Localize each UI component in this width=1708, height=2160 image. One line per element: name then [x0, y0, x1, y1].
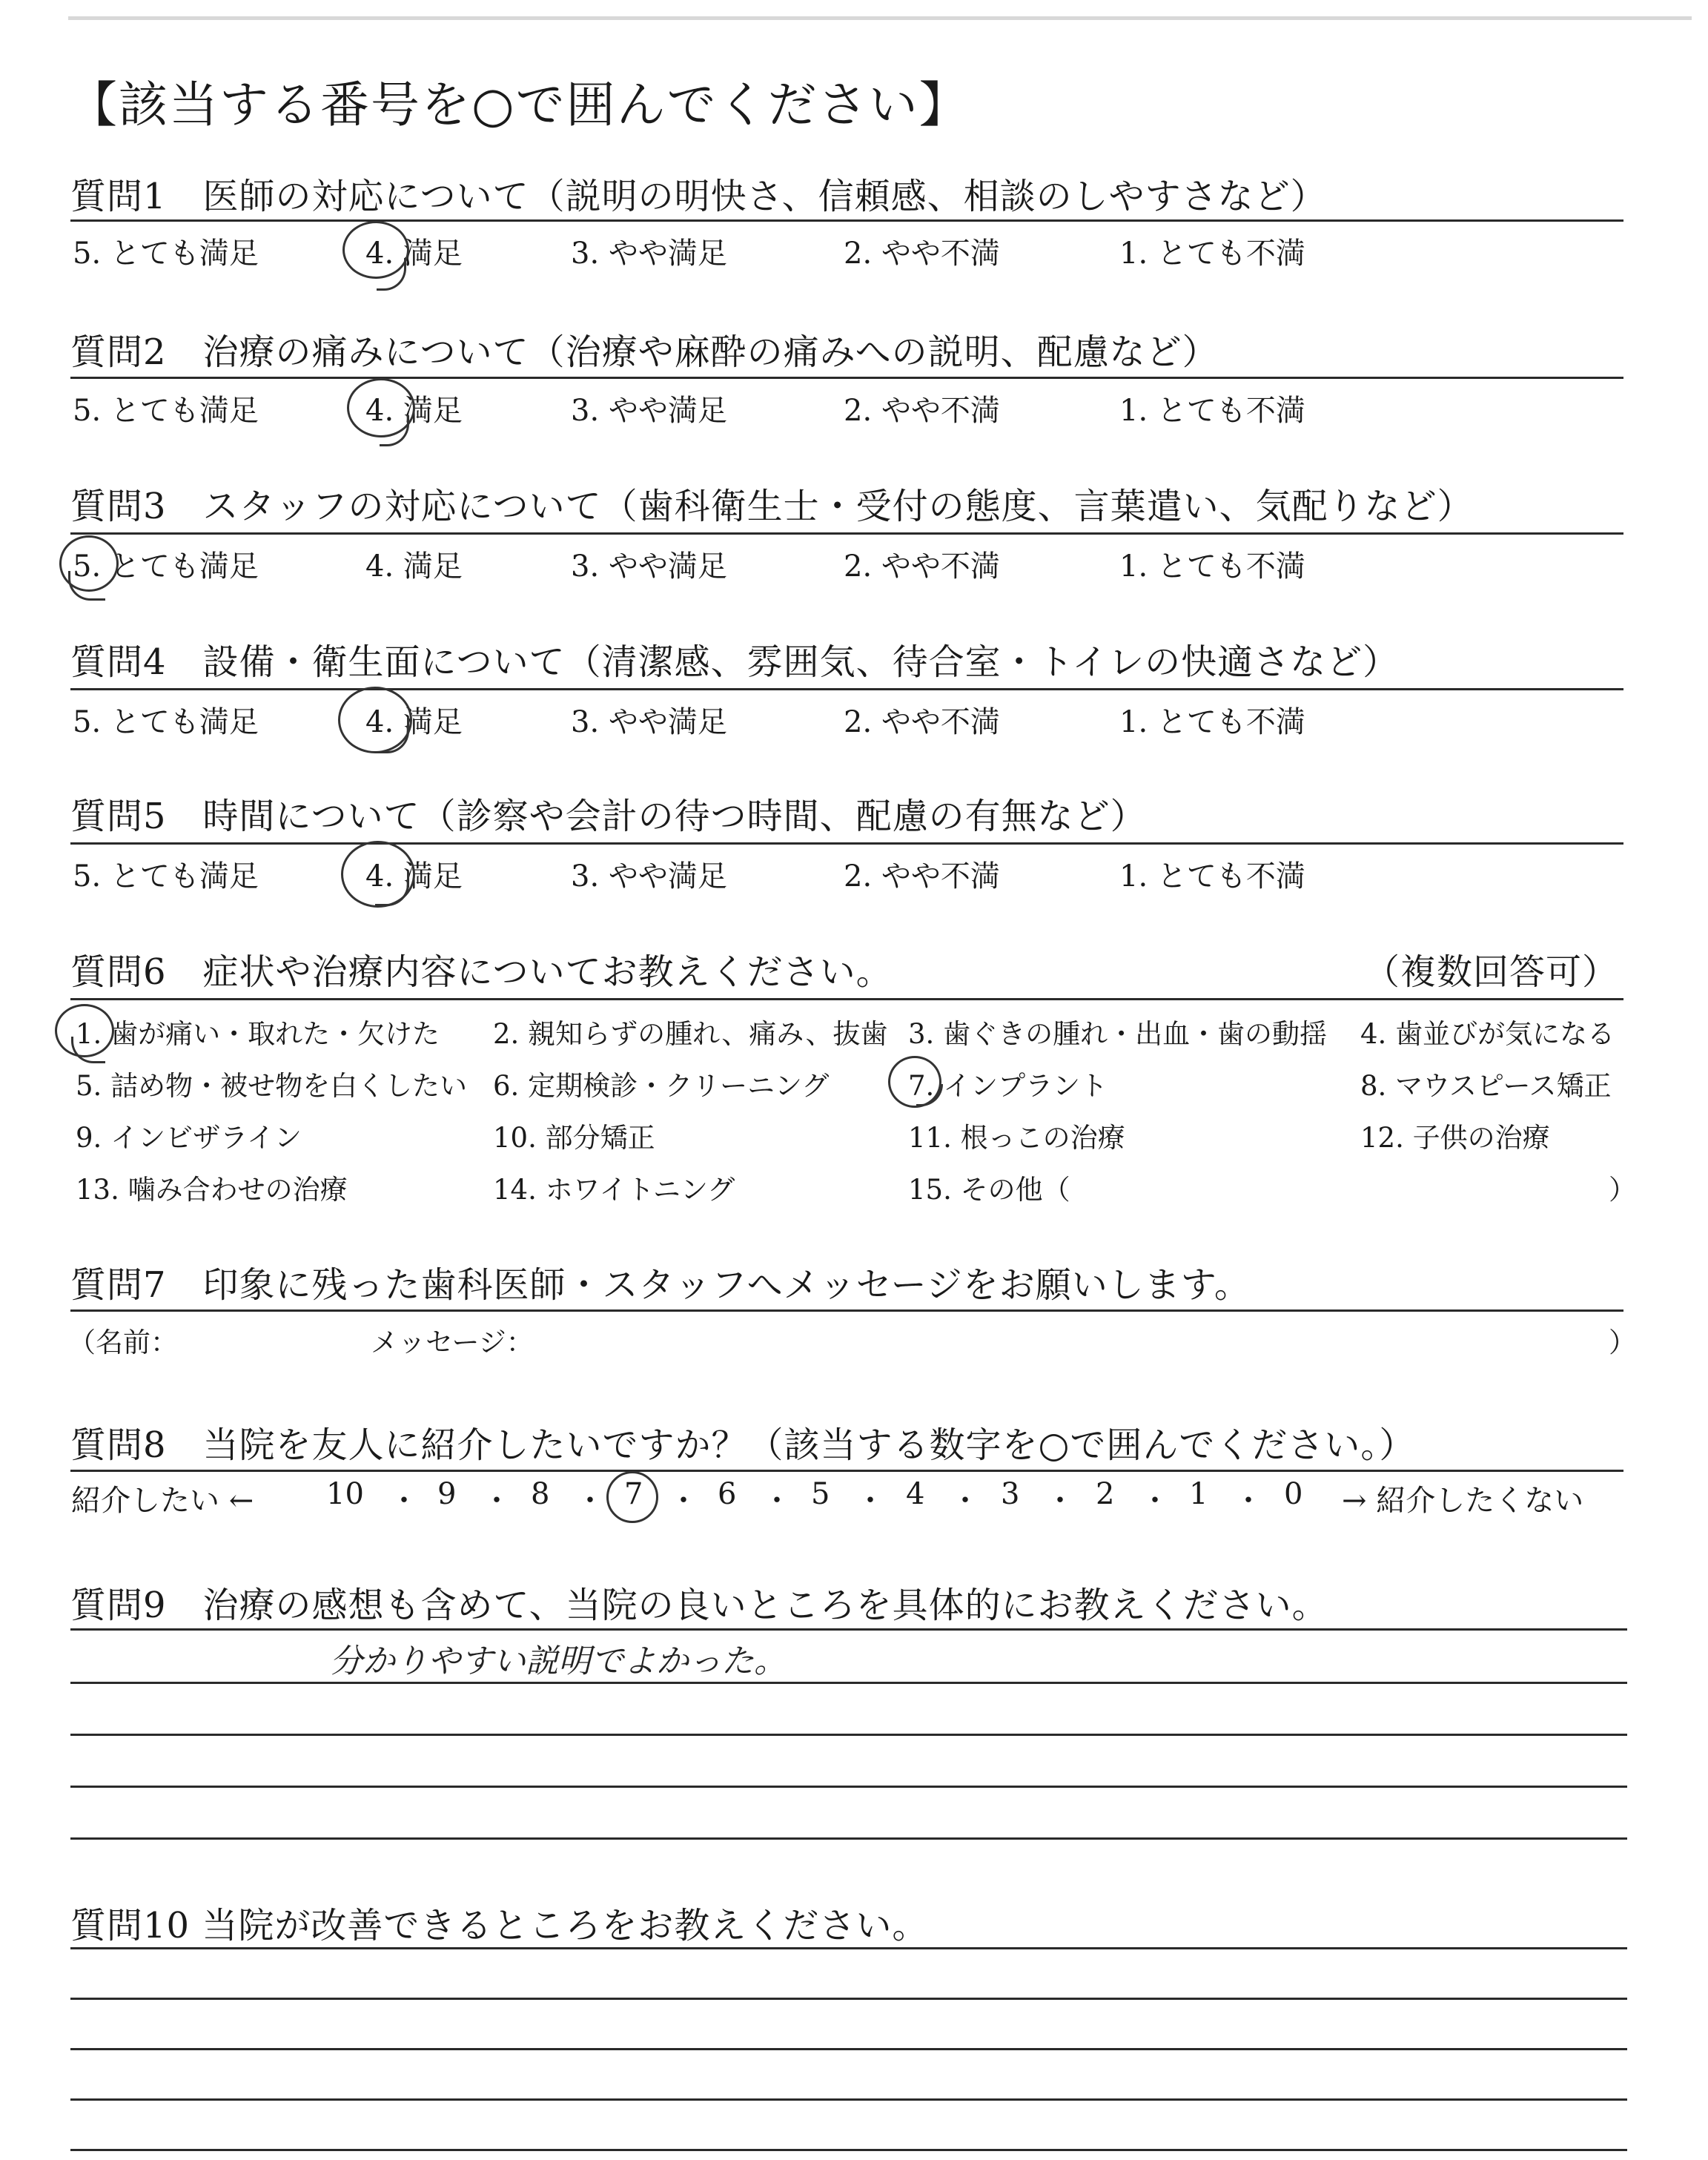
q5-option-5[interactable]: 5. とても満足	[73, 859, 259, 894]
question-5-rule	[70, 842, 1623, 845]
q8-scale-7[interactable]: 7	[624, 1477, 643, 1511]
question-2-title: 質問2 治療の痛みについて（治療や麻酔の痛みへの説明、配慮など）	[70, 331, 1219, 373]
q5-option-1[interactable]: 1. とても不満	[1119, 859, 1305, 894]
q4-option-4[interactable]: 4. 満足	[365, 705, 463, 739]
q8-sep-4: ・	[669, 1484, 698, 1518]
q7-close-paren: ）	[1609, 1327, 1636, 1358]
q9-handwritten-answer[interactable]: 分かりやすい説明でよかった。	[330, 1642, 787, 1680]
q6-option-6[interactable]: 6. 定期検診・クリーニング	[493, 1070, 830, 1102]
q8-sep-7: ・	[950, 1484, 980, 1518]
q8-scale-2[interactable]: 2	[1096, 1477, 1115, 1511]
q6-option-10[interactable]: 10. 部分矯正	[493, 1122, 655, 1154]
q10-answer-line-2	[70, 1998, 1627, 2000]
q1-option-1[interactable]: 1. とても不満	[1119, 237, 1305, 271]
q2-option-3[interactable]: 3. やや満足	[571, 394, 727, 428]
q10-answer-line-5	[70, 2149, 1627, 2151]
q6-option-1[interactable]: 1. 歯が痛い・取れた・欠けた	[76, 1018, 440, 1050]
q3-option-1[interactable]: 1. とても不満	[1119, 549, 1305, 584]
question-4-rule	[70, 688, 1623, 690]
q3-option-2[interactable]: 2. やや不満	[844, 549, 1000, 584]
q6-option-5[interactable]: 5. 詰め物・被せ物を白くしたい	[76, 1070, 468, 1102]
q6-option-2[interactable]: 2. 親知らずの腫れ、痛み、抜歯	[493, 1018, 888, 1050]
question-3-rule	[70, 532, 1623, 535]
q8-answer-circle	[606, 1471, 658, 1523]
q8-scale-5[interactable]: 5	[811, 1477, 830, 1511]
q6-circle-stroke-1	[71, 1037, 105, 1063]
q8-scale-10[interactable]: 10	[326, 1477, 364, 1511]
q8-sep-3: ・	[575, 1484, 605, 1518]
question-7-title: 質問7 印象に残った歯科医師・スタッフへメッセージをお願いします。	[70, 1264, 1251, 1306]
q8-scale-6[interactable]: 6	[718, 1477, 737, 1511]
question-8-title: 質問8 当院を友人に紹介したいですか？（該当する数字を○で囲んでください。）	[70, 1424, 1416, 1466]
q4-circle-stroke	[375, 718, 409, 753]
question-10-title: 質問10 当院が改善できるところをお教えください。	[70, 1905, 929, 1946]
q1-option-3[interactable]: 3. やや満足	[571, 237, 727, 271]
q8-sep-5: ・	[762, 1484, 792, 1518]
question-5-title: 質問5 時間について（診察や会計の待つ時間、配慮の有無など）	[70, 796, 1147, 837]
q4-option-2[interactable]: 2. やや不満	[844, 705, 1000, 739]
q8-sep-9: ・	[1140, 1484, 1170, 1518]
q6-option-3[interactable]: 3. 歯ぐきの腫れ・出血・歯の動揺	[908, 1018, 1328, 1050]
q8-scale-4[interactable]: 4	[906, 1477, 925, 1511]
question-6-note: （複数回答可）	[1364, 951, 1619, 993]
q7-name-label: （名前：	[68, 1327, 178, 1358]
q8-sep-6: ・	[855, 1484, 885, 1518]
question-1-title: 質問1 医師の対応について（説明の明快さ、信頼感、相談のしやすさなど）	[70, 176, 1327, 217]
q9-answer-line-1	[70, 1628, 1627, 1631]
question-7-rule	[70, 1309, 1623, 1312]
question-2-rule	[70, 377, 1623, 379]
q2-option-4[interactable]: 4. 満足	[365, 394, 463, 428]
q6-option-15[interactable]: 15. その他（	[908, 1174, 1070, 1206]
q9-answer-line-3	[70, 1734, 1627, 1736]
q5-option-2[interactable]: 2. やや不満	[844, 859, 1000, 894]
q6-option-4[interactable]: 4. 歯並びが気になる	[1360, 1018, 1615, 1050]
q3-option-4[interactable]: 4. 満足	[365, 549, 463, 584]
q5-circle-stroke	[375, 872, 409, 906]
q6-option-7[interactable]: 7. インプラント	[908, 1070, 1108, 1102]
top-border	[68, 16, 1692, 20]
q8-left-label: 紹介したい ←	[71, 1484, 254, 1518]
q10-answer-line-3	[70, 2048, 1627, 2050]
q8-scale-8[interactable]: 8	[531, 1477, 550, 1511]
q6-option-12[interactable]: 12. 子供の治療	[1360, 1122, 1550, 1154]
question-4-title: 質問4 設備・衛生面について（清潔感、雰囲気、待合室・トイレの快適さなど）	[70, 641, 1400, 683]
q4-option-1[interactable]: 1. とても不満	[1119, 705, 1305, 739]
q4-option-5[interactable]: 5. とても満足	[73, 705, 259, 739]
q2-option-1[interactable]: 1. とても不満	[1119, 394, 1305, 428]
q3-option-3[interactable]: 3. やや満足	[571, 549, 727, 584]
q1-circle-stroke	[377, 258, 406, 291]
q2-option-2[interactable]: 2. やや不満	[844, 394, 1000, 428]
q5-option-3[interactable]: 3. やや満足	[571, 859, 727, 894]
question-8-rule	[70, 1470, 1623, 1472]
q8-scale-0[interactable]: 0	[1284, 1477, 1303, 1511]
question-1-rule	[70, 219, 1623, 222]
question-3-title: 質問3 スタッフの対応について（歯科衛生士・受付の態度、言葉遣い、気配りなど）	[70, 486, 1474, 527]
question-9-title: 質問9 治療の感想も含めて、当院の良いところを具体的にお教えください。	[70, 1585, 1328, 1626]
q1-option-5[interactable]: 5. とても満足	[73, 237, 259, 271]
q1-option-2[interactable]: 2. やや不満	[844, 237, 1000, 271]
q9-answer-line-2	[70, 1682, 1627, 1684]
q10-answer-line-1	[70, 1947, 1627, 1949]
q9-answer-line-4	[70, 1786, 1627, 1788]
q8-scale-9[interactable]: 9	[437, 1477, 457, 1511]
q6-option-13[interactable]: 13. 噛み合わせの治療	[76, 1174, 348, 1206]
q8-scale-3[interactable]: 3	[1001, 1477, 1020, 1511]
q4-option-3[interactable]: 3. やや満足	[571, 705, 727, 739]
form-instruction-title: 【該当する番号を○で囲んでください】	[68, 76, 970, 133]
q8-sep-10: ・	[1234, 1484, 1263, 1518]
q8-sep-1: ・	[389, 1484, 419, 1518]
q9-answer-line-5	[70, 1837, 1627, 1840]
q3-circle-stroke	[68, 571, 105, 601]
q1-option-4[interactable]: 4. 満足	[365, 237, 463, 271]
q8-sep-8: ・	[1045, 1484, 1075, 1518]
q6-option-8[interactable]: 8. マウスピース矯正	[1360, 1070, 1612, 1102]
q8-right-label: → 紹介したくない	[1342, 1484, 1584, 1518]
q8-sep-2: ・	[482, 1484, 512, 1518]
q2-circle-stroke	[380, 415, 409, 446]
q2-option-5[interactable]: 5. とても満足	[73, 394, 259, 428]
q8-scale-1[interactable]: 1	[1189, 1477, 1208, 1511]
q6-option-14[interactable]: 14. ホワイトニング	[493, 1174, 735, 1206]
question-6-title: 質問6 症状や治療内容についてお教えください。	[70, 951, 893, 993]
q10-answer-line-4	[70, 2098, 1627, 2101]
question-6-rule	[70, 998, 1623, 1000]
q3-option-5[interactable]: 5. とても満足	[73, 549, 259, 584]
q5-option-4[interactable]: 4. 満足	[365, 859, 463, 894]
q6-other-close: ）	[1609, 1174, 1636, 1206]
q6-option-9[interactable]: 9. インビザライン	[76, 1122, 302, 1154]
q6-option-11[interactable]: 11. 根っこの治療	[908, 1122, 1125, 1154]
q7-message-label: メッセージ：	[371, 1327, 534, 1358]
